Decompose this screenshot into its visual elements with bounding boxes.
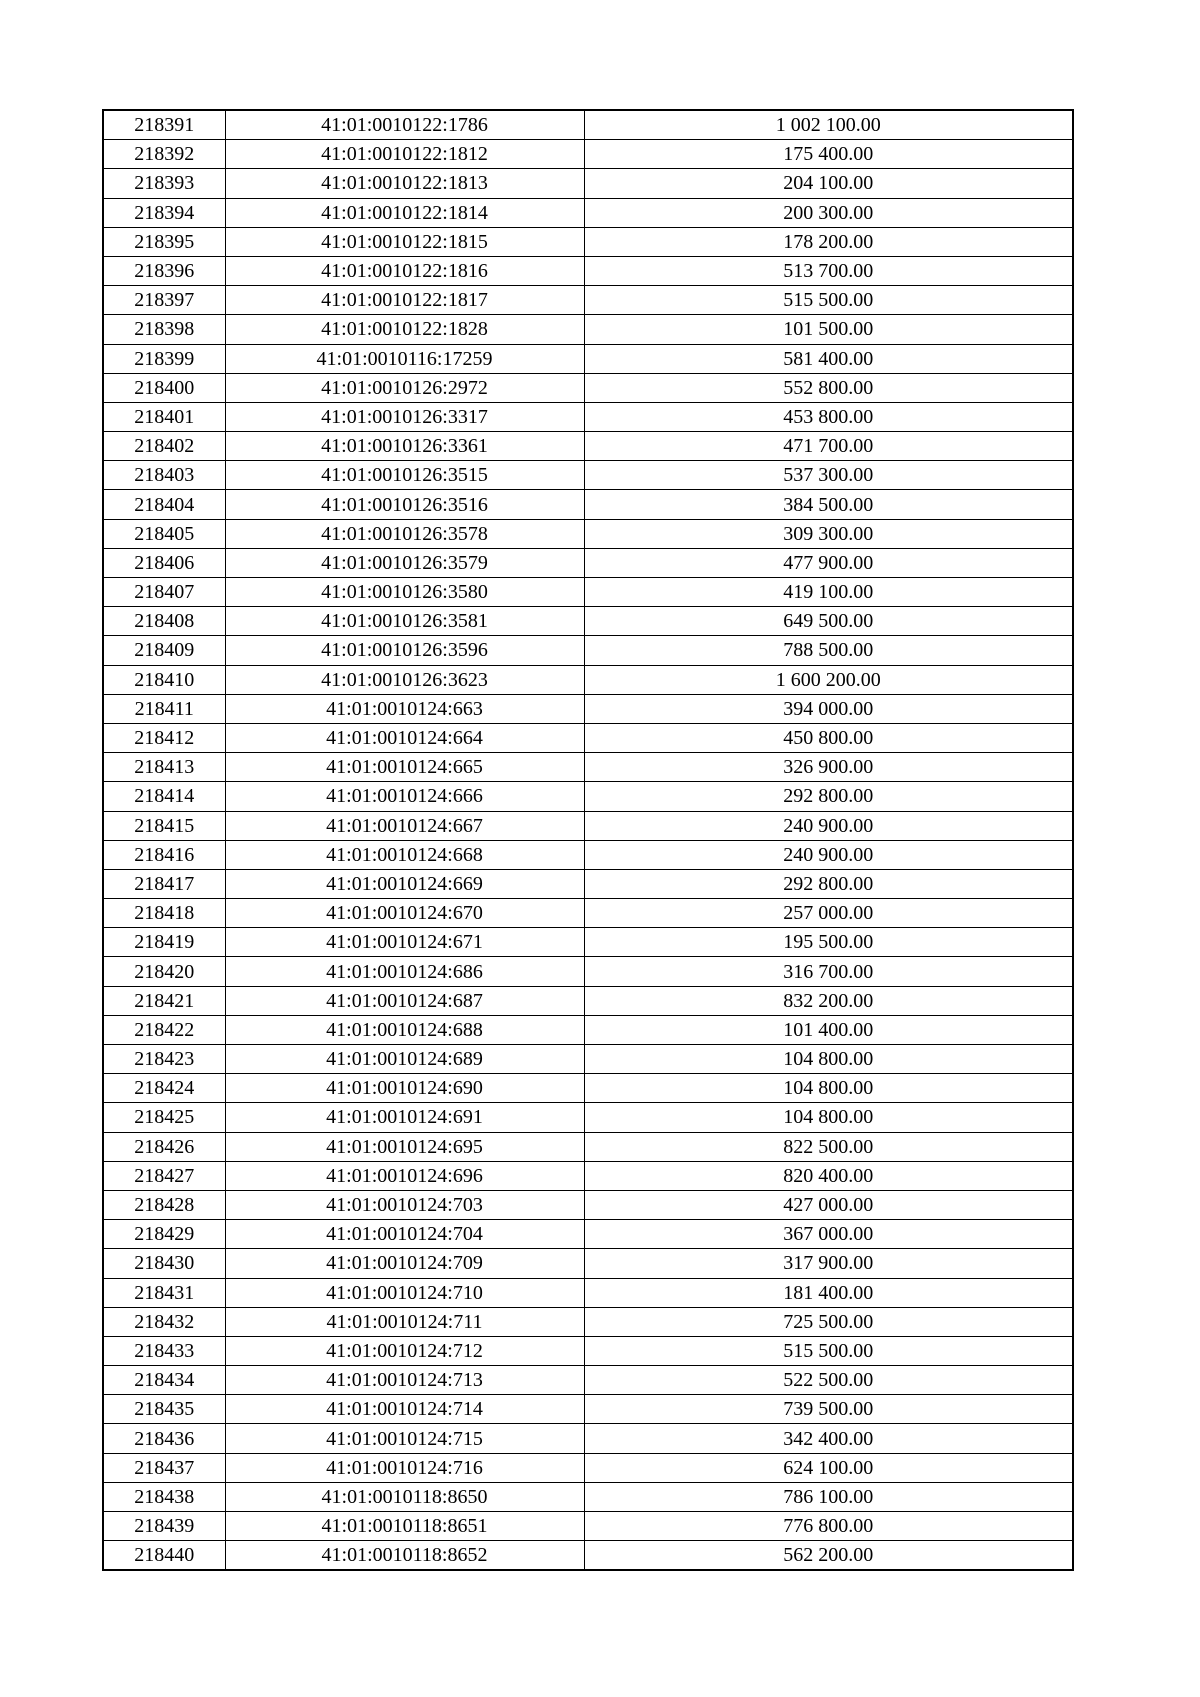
cadastral-value-cell: 477 900.00	[584, 548, 1073, 577]
cadastral-number-cell: 41:01:0010124:664	[225, 723, 584, 752]
table-row	[103, 840, 1073, 869]
cadastral-number-cell: 41:01:0010126:3581	[225, 607, 584, 636]
cadastral-number-cell: 41:01:0010124:695	[225, 1132, 584, 1161]
cadastral-number-cell: 41:01:0010124:663	[225, 694, 584, 723]
table-row	[103, 373, 1073, 402]
row-number-cell: 218424	[103, 1074, 225, 1103]
cadastral-number-cell: 41:01:0010124:686	[225, 957, 584, 986]
table-row	[103, 1190, 1073, 1219]
row-number-cell: 218418	[103, 899, 225, 928]
cadastral-value-cell: 200 300.00	[584, 198, 1073, 227]
row-number-cell: 218410	[103, 665, 225, 694]
cadastral-number-cell: 41:01:0010124:716	[225, 1453, 584, 1482]
row-number-cell: 218431	[103, 1278, 225, 1307]
cadastral-number-cell: 41:01:0010122:1828	[225, 315, 584, 344]
table-row	[103, 1366, 1073, 1395]
row-number-cell: 218399	[103, 344, 225, 373]
cadastral-value-cell: 822 500.00	[584, 1132, 1073, 1161]
table-row	[103, 578, 1073, 607]
table-row	[103, 548, 1073, 577]
row-number-cell: 218438	[103, 1482, 225, 1511]
row-number-cell: 218407	[103, 578, 225, 607]
cadastral-number-cell: 41:01:0010122:1812	[225, 140, 584, 169]
cadastral-value-cell: 624 100.00	[584, 1453, 1073, 1482]
cadastral-value-cell: 453 800.00	[584, 402, 1073, 431]
row-number-cell: 218405	[103, 519, 225, 548]
cadastral-value-cell: 419 100.00	[584, 578, 1073, 607]
cadastral-value-cell: 820 400.00	[584, 1161, 1073, 1190]
table-row	[103, 140, 1073, 169]
cadastral-value-cell: 786 100.00	[584, 1482, 1073, 1511]
row-number-cell: 218416	[103, 840, 225, 869]
cadastral-number-cell: 41:01:0010124:688	[225, 1015, 584, 1044]
row-number-cell: 218403	[103, 461, 225, 490]
cadastral-number-cell: 41:01:0010126:3623	[225, 665, 584, 694]
row-number-cell: 218429	[103, 1220, 225, 1249]
table-row	[103, 1307, 1073, 1336]
table-row	[103, 110, 1073, 140]
table-row	[103, 1453, 1073, 1482]
row-number-cell: 218392	[103, 140, 225, 169]
row-number-cell: 218440	[103, 1541, 225, 1571]
table-row	[103, 753, 1073, 782]
cadastral-number-cell: 41:01:0010122:1816	[225, 256, 584, 285]
table-row	[103, 256, 1073, 285]
cadastral-value-cell: 552 800.00	[584, 373, 1073, 402]
cadastral-number-cell: 41:01:0010124:689	[225, 1045, 584, 1074]
row-number-cell: 218439	[103, 1512, 225, 1541]
table-row	[103, 723, 1073, 752]
cadastral-value-cell: 178 200.00	[584, 227, 1073, 256]
cadastral-number-cell: 41:01:0010126:2972	[225, 373, 584, 402]
cadastral-value-cell: 471 700.00	[584, 432, 1073, 461]
table-row	[103, 1395, 1073, 1424]
row-number-cell: 218400	[103, 373, 225, 402]
cadastral-value-cell: 101 400.00	[584, 1015, 1073, 1044]
cadastral-value-cell: 240 900.00	[584, 811, 1073, 840]
row-number-cell: 218436	[103, 1424, 225, 1453]
table-row	[103, 782, 1073, 811]
cadastral-number-cell: 41:01:0010124:666	[225, 782, 584, 811]
cadastral-number-cell: 41:01:0010124:670	[225, 899, 584, 928]
cadastral-number-cell: 41:01:0010124:710	[225, 1278, 584, 1307]
cadastral-number-cell: 41:01:0010122:1814	[225, 198, 584, 227]
cadastral-number-cell: 41:01:0010122:1817	[225, 286, 584, 315]
table-row	[103, 869, 1073, 898]
table-row	[103, 811, 1073, 840]
row-number-cell: 218432	[103, 1307, 225, 1336]
table-row	[103, 665, 1073, 694]
cadastral-value-cell: 1 002 100.00	[584, 110, 1073, 140]
table-row	[103, 227, 1073, 256]
row-number-cell: 218393	[103, 169, 225, 198]
row-number-cell: 218428	[103, 1190, 225, 1219]
table-row	[103, 402, 1073, 431]
cadastral-value-cell: 204 100.00	[584, 169, 1073, 198]
cadastral-number-cell: 41:01:0010124:667	[225, 811, 584, 840]
table-row	[103, 957, 1073, 986]
cadastral-number-cell: 41:01:0010126:3579	[225, 548, 584, 577]
cadastral-number-cell: 41:01:0010126:3317	[225, 402, 584, 431]
table-row	[103, 694, 1073, 723]
row-number-cell: 218395	[103, 227, 225, 256]
cadastral-number-cell: 41:01:0010124:711	[225, 1307, 584, 1336]
cadastral-number-cell: 41:01:0010126:3578	[225, 519, 584, 548]
cadastral-value-cell: 317 900.00	[584, 1249, 1073, 1278]
table-row	[103, 1015, 1073, 1044]
cadastral-value-cell: 316 700.00	[584, 957, 1073, 986]
cadastral-number-cell: 41:01:0010126:3515	[225, 461, 584, 490]
row-number-cell: 218422	[103, 1015, 225, 1044]
row-number-cell: 218409	[103, 636, 225, 665]
row-number-cell: 218413	[103, 753, 225, 782]
cadastral-value-cell: 104 800.00	[584, 1074, 1073, 1103]
table-row	[103, 1103, 1073, 1132]
table-row	[103, 1512, 1073, 1541]
cadastral-value-cell: 309 300.00	[584, 519, 1073, 548]
cadastral-value-cell: 450 800.00	[584, 723, 1073, 752]
cadastral-value-cell: 649 500.00	[584, 607, 1073, 636]
row-number-cell: 218397	[103, 286, 225, 315]
cadastral-value-cell: 384 500.00	[584, 490, 1073, 519]
cadastral-value-cell: 104 800.00	[584, 1045, 1073, 1074]
cadastral-value-cell: 562 200.00	[584, 1541, 1073, 1571]
cadastral-number-cell: 41:01:0010124:668	[225, 840, 584, 869]
table-row	[103, 607, 1073, 636]
row-number-cell: 218435	[103, 1395, 225, 1424]
cadastral-value-cell: 776 800.00	[584, 1512, 1073, 1541]
row-number-cell: 218411	[103, 694, 225, 723]
cadastral-value-cell: 1 600 200.00	[584, 665, 1073, 694]
row-number-cell: 218396	[103, 256, 225, 285]
row-number-cell: 218430	[103, 1249, 225, 1278]
cadastral-number-cell: 41:01:0010126:3596	[225, 636, 584, 665]
cadastral-value-cell: 367 000.00	[584, 1220, 1073, 1249]
cadastral-number-cell: 41:01:0010124:704	[225, 1220, 584, 1249]
cadastral-value-cell: 342 400.00	[584, 1424, 1073, 1453]
cadastral-number-cell: 41:01:0010124:703	[225, 1190, 584, 1219]
cadastral-number-cell: 41:01:0010124:713	[225, 1366, 584, 1395]
cadastral-value-cell: 537 300.00	[584, 461, 1073, 490]
cadastral-value-cell: 292 800.00	[584, 869, 1073, 898]
table-row	[103, 1045, 1073, 1074]
cadastral-value-cell: 513 700.00	[584, 256, 1073, 285]
cadastral-number-cell: 41:01:0010118:8652	[225, 1541, 584, 1571]
row-number-cell: 218434	[103, 1366, 225, 1395]
cadastral-value-cell: 832 200.00	[584, 986, 1073, 1015]
cadastral-number-cell: 41:01:0010122:1813	[225, 169, 584, 198]
row-number-cell: 218398	[103, 315, 225, 344]
row-number-cell: 218391	[103, 110, 225, 140]
cadastral-value-cell: 181 400.00	[584, 1278, 1073, 1307]
cadastral-number-cell: 41:01:0010126:3516	[225, 490, 584, 519]
row-number-cell: 218406	[103, 548, 225, 577]
cadastral-value-cell: 326 900.00	[584, 753, 1073, 782]
table-row	[103, 636, 1073, 665]
table-row	[103, 899, 1073, 928]
table-row	[103, 1074, 1073, 1103]
cadastral-value-cell: 257 000.00	[584, 899, 1073, 928]
cadastral-number-cell: 41:01:0010124:665	[225, 753, 584, 782]
cadastral-number-cell: 41:01:0010126:3361	[225, 432, 584, 461]
table-row	[103, 169, 1073, 198]
table-body	[103, 110, 1073, 1570]
row-number-cell: 218401	[103, 402, 225, 431]
cadastral-value-cell: 725 500.00	[584, 1307, 1073, 1336]
row-number-cell: 218433	[103, 1336, 225, 1365]
cadastral-value-cell: 515 500.00	[584, 1336, 1073, 1365]
cadastral-value-cell: 292 800.00	[584, 782, 1073, 811]
row-number-cell: 218408	[103, 607, 225, 636]
table-row	[103, 519, 1073, 548]
table-row	[103, 986, 1073, 1015]
table-row	[103, 928, 1073, 957]
cadastral-value-cell: 240 900.00	[584, 840, 1073, 869]
cadastral-value-cell: 175 400.00	[584, 140, 1073, 169]
cadastral-number-cell: 41:01:0010122:1786	[225, 110, 584, 140]
table-row	[103, 1336, 1073, 1365]
table-row	[103, 1541, 1073, 1571]
table-row	[103, 1249, 1073, 1278]
row-number-cell: 218423	[103, 1045, 225, 1074]
cadastral-value-cell: 427 000.00	[584, 1190, 1073, 1219]
table-row	[103, 1278, 1073, 1307]
cadastral-value-table	[102, 109, 1074, 1571]
cadastral-number-cell: 41:01:0010126:3580	[225, 578, 584, 607]
cadastral-value-cell: 739 500.00	[584, 1395, 1073, 1424]
cadastral-value-cell: 522 500.00	[584, 1366, 1073, 1395]
cadastral-value-cell: 581 400.00	[584, 344, 1073, 373]
table-row	[103, 1161, 1073, 1190]
row-number-cell: 218412	[103, 723, 225, 752]
cadastral-number-cell: 41:01:0010116:17259	[225, 344, 584, 373]
table-row	[103, 286, 1073, 315]
table-row	[103, 315, 1073, 344]
row-number-cell: 218417	[103, 869, 225, 898]
row-number-cell: 218402	[103, 432, 225, 461]
row-number-cell: 218414	[103, 782, 225, 811]
table-row	[103, 490, 1073, 519]
table-row	[103, 1482, 1073, 1511]
cadastral-number-cell: 41:01:0010122:1815	[225, 227, 584, 256]
cadastral-value-cell: 394 000.00	[584, 694, 1073, 723]
cadastral-number-cell: 41:01:0010124:709	[225, 1249, 584, 1278]
cadastral-number-cell: 41:01:0010124:714	[225, 1395, 584, 1424]
table-row	[103, 198, 1073, 227]
table-row	[103, 1220, 1073, 1249]
cadastral-number-cell: 41:01:0010124:671	[225, 928, 584, 957]
row-number-cell: 218437	[103, 1453, 225, 1482]
table-row	[103, 1424, 1073, 1453]
cadastral-number-cell: 41:01:0010124:687	[225, 986, 584, 1015]
cadastral-number-cell: 41:01:0010124:669	[225, 869, 584, 898]
row-number-cell: 218426	[103, 1132, 225, 1161]
table-row	[103, 344, 1073, 373]
row-number-cell: 218420	[103, 957, 225, 986]
table-row	[103, 461, 1073, 490]
cadastral-value-cell: 515 500.00	[584, 286, 1073, 315]
row-number-cell: 218415	[103, 811, 225, 840]
cadastral-number-cell: 41:01:0010124:696	[225, 1161, 584, 1190]
table-row	[103, 432, 1073, 461]
cadastral-number-cell: 41:01:0010124:715	[225, 1424, 584, 1453]
cadastral-number-cell: 41:01:0010118:8651	[225, 1512, 584, 1541]
row-number-cell: 218404	[103, 490, 225, 519]
cadastral-number-cell: 41:01:0010124:712	[225, 1336, 584, 1365]
row-number-cell: 218419	[103, 928, 225, 957]
table-row	[103, 1132, 1073, 1161]
cadastral-value-cell: 104 800.00	[584, 1103, 1073, 1132]
cadastral-number-cell: 41:01:0010118:8650	[225, 1482, 584, 1511]
cadastral-number-cell: 41:01:0010124:690	[225, 1074, 584, 1103]
row-number-cell: 218425	[103, 1103, 225, 1132]
row-number-cell: 218394	[103, 198, 225, 227]
row-number-cell: 218427	[103, 1161, 225, 1190]
cadastral-value-cell: 101 500.00	[584, 315, 1073, 344]
cadastral-value-cell: 195 500.00	[584, 928, 1073, 957]
cadastral-value-cell: 788 500.00	[584, 636, 1073, 665]
cadastral-number-cell: 41:01:0010124:691	[225, 1103, 584, 1132]
row-number-cell: 218421	[103, 986, 225, 1015]
